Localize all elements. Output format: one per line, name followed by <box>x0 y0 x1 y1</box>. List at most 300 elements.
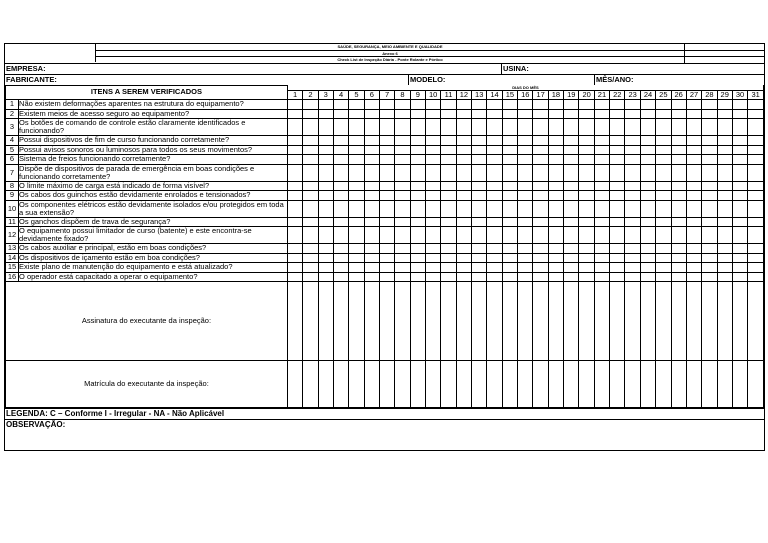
day-check-cell[interactable] <box>594 145 609 155</box>
day-check-cell[interactable] <box>671 100 686 110</box>
day-check-cell[interactable] <box>333 191 348 201</box>
day-check-cell[interactable] <box>686 272 701 282</box>
day-check-cell[interactable] <box>410 145 425 155</box>
day-check-cell[interactable] <box>456 244 471 254</box>
day-check-cell[interactable] <box>426 100 441 110</box>
day-check-cell[interactable] <box>518 263 533 273</box>
day-check-cell[interactable] <box>395 181 410 191</box>
day-check-cell[interactable] <box>594 100 609 110</box>
day-check-cell[interactable] <box>456 253 471 263</box>
day-check-cell[interactable] <box>732 145 747 155</box>
day-check-cell[interactable] <box>579 164 594 181</box>
day-check-cell[interactable] <box>548 263 563 273</box>
day-check-cell[interactable] <box>732 136 747 146</box>
day-check-cell[interactable] <box>333 136 348 146</box>
day-check-cell[interactable] <box>518 253 533 263</box>
day-check-cell[interactable] <box>610 227 625 244</box>
day-check-cell[interactable] <box>441 100 456 110</box>
signature-cell[interactable] <box>686 282 701 361</box>
day-check-cell[interactable] <box>732 200 747 217</box>
day-check-cell[interactable] <box>333 244 348 254</box>
matricula-cell[interactable] <box>548 361 563 408</box>
day-check-cell[interactable] <box>564 253 579 263</box>
matricula-cell[interactable] <box>472 361 487 408</box>
day-check-cell[interactable] <box>564 244 579 254</box>
day-check-cell[interactable] <box>671 155 686 165</box>
matricula-cell[interactable] <box>303 361 318 408</box>
signature-cell[interactable] <box>533 282 548 361</box>
day-check-cell[interactable] <box>410 191 425 201</box>
matricula-cell[interactable] <box>410 361 425 408</box>
day-check-cell[interactable] <box>349 164 364 181</box>
day-check-cell[interactable] <box>671 253 686 263</box>
day-check-cell[interactable] <box>564 136 579 146</box>
day-check-cell[interactable] <box>564 181 579 191</box>
matricula-cell[interactable] <box>364 361 379 408</box>
observacao-field[interactable] <box>5 419 764 450</box>
day-check-cell[interactable] <box>349 263 364 273</box>
day-check-cell[interactable] <box>518 181 533 191</box>
day-check-cell[interactable] <box>625 164 640 181</box>
day-check-cell[interactable] <box>410 263 425 273</box>
day-check-cell[interactable] <box>686 263 701 273</box>
day-check-cell[interactable] <box>395 191 410 201</box>
day-check-cell[interactable] <box>594 272 609 282</box>
day-check-cell[interactable] <box>426 244 441 254</box>
day-check-cell[interactable] <box>594 109 609 119</box>
day-check-cell[interactable] <box>441 217 456 227</box>
day-check-cell[interactable] <box>702 200 717 217</box>
day-check-cell[interactable] <box>518 136 533 146</box>
signature-cell[interactable] <box>671 282 686 361</box>
day-check-cell[interactable] <box>625 191 640 201</box>
day-check-cell[interactable] <box>518 109 533 119</box>
day-check-cell[interactable] <box>671 217 686 227</box>
day-check-cell[interactable] <box>318 155 333 165</box>
matricula-cell[interactable] <box>732 361 747 408</box>
day-check-cell[interactable] <box>640 272 655 282</box>
day-check-cell[interactable] <box>333 263 348 273</box>
day-check-cell[interactable] <box>472 100 487 110</box>
matricula-cell[interactable] <box>656 361 671 408</box>
day-check-cell[interactable] <box>502 100 517 110</box>
day-check-cell[interactable] <box>717 227 732 244</box>
day-check-cell[interactable] <box>640 155 655 165</box>
day-check-cell[interactable] <box>487 244 502 254</box>
matricula-cell[interactable] <box>487 361 502 408</box>
day-check-cell[interactable] <box>426 155 441 165</box>
day-check-cell[interactable] <box>426 164 441 181</box>
day-check-cell[interactable] <box>456 155 471 165</box>
matricula-cell[interactable] <box>518 361 533 408</box>
day-check-cell[interactable] <box>702 100 717 110</box>
day-check-cell[interactable] <box>610 191 625 201</box>
day-check-cell[interactable] <box>395 272 410 282</box>
day-check-cell[interactable] <box>287 164 302 181</box>
day-check-cell[interactable] <box>426 136 441 146</box>
day-check-cell[interactable] <box>656 253 671 263</box>
day-check-cell[interactable] <box>702 191 717 201</box>
day-check-cell[interactable] <box>640 227 655 244</box>
day-check-cell[interactable] <box>379 227 394 244</box>
day-check-cell[interactable] <box>579 100 594 110</box>
day-check-cell[interactable] <box>548 200 563 217</box>
day-check-cell[interactable] <box>748 263 764 273</box>
day-check-cell[interactable] <box>732 100 747 110</box>
day-check-cell[interactable] <box>748 181 764 191</box>
day-check-cell[interactable] <box>671 191 686 201</box>
day-check-cell[interactable] <box>456 191 471 201</box>
matricula-cell[interactable] <box>318 361 333 408</box>
day-check-cell[interactable] <box>686 109 701 119</box>
day-check-cell[interactable] <box>410 272 425 282</box>
day-check-cell[interactable] <box>318 253 333 263</box>
day-check-cell[interactable] <box>625 181 640 191</box>
day-check-cell[interactable] <box>303 244 318 254</box>
day-check-cell[interactable] <box>717 164 732 181</box>
day-check-cell[interactable] <box>594 263 609 273</box>
day-check-cell[interactable] <box>502 136 517 146</box>
day-check-cell[interactable] <box>502 200 517 217</box>
day-check-cell[interactable] <box>426 253 441 263</box>
day-check-cell[interactable] <box>333 155 348 165</box>
day-check-cell[interactable] <box>610 100 625 110</box>
day-check-cell[interactable] <box>717 181 732 191</box>
day-check-cell[interactable] <box>426 119 441 136</box>
day-check-cell[interactable] <box>441 191 456 201</box>
day-check-cell[interactable] <box>472 181 487 191</box>
day-check-cell[interactable] <box>717 109 732 119</box>
day-check-cell[interactable] <box>717 136 732 146</box>
day-check-cell[interactable] <box>640 263 655 273</box>
day-check-cell[interactable] <box>686 145 701 155</box>
day-check-cell[interactable] <box>748 253 764 263</box>
day-check-cell[interactable] <box>533 191 548 201</box>
day-check-cell[interactable] <box>472 227 487 244</box>
day-check-cell[interactable] <box>395 244 410 254</box>
day-check-cell[interactable] <box>487 119 502 136</box>
matricula-cell[interactable] <box>717 361 732 408</box>
signature-cell[interactable] <box>333 282 348 361</box>
day-check-cell[interactable] <box>610 272 625 282</box>
day-check-cell[interactable] <box>533 253 548 263</box>
day-check-cell[interactable] <box>456 200 471 217</box>
day-check-cell[interactable] <box>318 181 333 191</box>
day-check-cell[interactable] <box>702 263 717 273</box>
day-check-cell[interactable] <box>610 155 625 165</box>
day-check-cell[interactable] <box>594 200 609 217</box>
day-check-cell[interactable] <box>303 164 318 181</box>
day-check-cell[interactable] <box>702 164 717 181</box>
day-check-cell[interactable] <box>748 155 764 165</box>
day-check-cell[interactable] <box>349 191 364 201</box>
day-check-cell[interactable] <box>610 200 625 217</box>
day-check-cell[interactable] <box>287 145 302 155</box>
day-check-cell[interactable] <box>441 119 456 136</box>
day-check-cell[interactable] <box>395 136 410 146</box>
day-check-cell[interactable] <box>333 119 348 136</box>
day-check-cell[interactable] <box>656 227 671 244</box>
matricula-cell[interactable] <box>287 361 302 408</box>
day-check-cell[interactable] <box>472 253 487 263</box>
day-check-cell[interactable] <box>487 109 502 119</box>
day-check-cell[interactable] <box>748 164 764 181</box>
day-check-cell[interactable] <box>732 119 747 136</box>
matricula-cell[interactable] <box>610 361 625 408</box>
day-check-cell[interactable] <box>410 119 425 136</box>
day-check-cell[interactable] <box>456 145 471 155</box>
day-check-cell[interactable] <box>364 217 379 227</box>
day-check-cell[interactable] <box>548 217 563 227</box>
day-check-cell[interactable] <box>287 227 302 244</box>
day-check-cell[interactable] <box>410 164 425 181</box>
day-check-cell[interactable] <box>610 244 625 254</box>
day-check-cell[interactable] <box>472 200 487 217</box>
day-check-cell[interactable] <box>671 164 686 181</box>
day-check-cell[interactable] <box>287 155 302 165</box>
day-check-cell[interactable] <box>349 155 364 165</box>
day-check-cell[interactable] <box>702 272 717 282</box>
day-check-cell[interactable] <box>702 119 717 136</box>
day-check-cell[interactable] <box>594 155 609 165</box>
day-check-cell[interactable] <box>548 191 563 201</box>
day-check-cell[interactable] <box>349 119 364 136</box>
day-check-cell[interactable] <box>441 181 456 191</box>
day-check-cell[interactable] <box>441 200 456 217</box>
day-check-cell[interactable] <box>625 227 640 244</box>
day-check-cell[interactable] <box>441 263 456 273</box>
matricula-cell[interactable] <box>426 361 441 408</box>
day-check-cell[interactable] <box>395 253 410 263</box>
day-check-cell[interactable] <box>502 164 517 181</box>
day-check-cell[interactable] <box>472 191 487 201</box>
matricula-cell[interactable] <box>379 361 394 408</box>
day-check-cell[interactable] <box>364 244 379 254</box>
day-check-cell[interactable] <box>502 119 517 136</box>
day-check-cell[interactable] <box>748 100 764 110</box>
day-check-cell[interactable] <box>671 244 686 254</box>
day-check-cell[interactable] <box>333 272 348 282</box>
day-check-cell[interactable] <box>656 164 671 181</box>
day-check-cell[interactable] <box>426 145 441 155</box>
day-check-cell[interactable] <box>610 253 625 263</box>
day-check-cell[interactable] <box>487 145 502 155</box>
day-check-cell[interactable] <box>456 227 471 244</box>
day-check-cell[interactable] <box>656 263 671 273</box>
day-check-cell[interactable] <box>564 200 579 217</box>
signature-cell[interactable] <box>732 282 747 361</box>
day-check-cell[interactable] <box>487 200 502 217</box>
day-check-cell[interactable] <box>333 253 348 263</box>
day-check-cell[interactable] <box>594 164 609 181</box>
day-check-cell[interactable] <box>625 109 640 119</box>
day-check-cell[interactable] <box>287 244 302 254</box>
day-check-cell[interactable] <box>625 217 640 227</box>
day-check-cell[interactable] <box>364 145 379 155</box>
day-check-cell[interactable] <box>349 109 364 119</box>
day-check-cell[interactable] <box>318 227 333 244</box>
signature-cell[interactable] <box>426 282 441 361</box>
day-check-cell[interactable] <box>333 217 348 227</box>
day-check-cell[interactable] <box>349 272 364 282</box>
day-check-cell[interactable] <box>441 253 456 263</box>
day-check-cell[interactable] <box>303 155 318 165</box>
day-check-cell[interactable] <box>564 109 579 119</box>
day-check-cell[interactable] <box>318 217 333 227</box>
day-check-cell[interactable] <box>303 227 318 244</box>
day-check-cell[interactable] <box>502 145 517 155</box>
day-check-cell[interactable] <box>579 191 594 201</box>
day-check-cell[interactable] <box>410 100 425 110</box>
day-check-cell[interactable] <box>502 272 517 282</box>
day-check-cell[interactable] <box>287 136 302 146</box>
day-check-cell[interactable] <box>533 100 548 110</box>
day-check-cell[interactable] <box>441 244 456 254</box>
day-check-cell[interactable] <box>579 109 594 119</box>
day-check-cell[interactable] <box>333 181 348 191</box>
day-check-cell[interactable] <box>487 164 502 181</box>
day-check-cell[interactable] <box>303 100 318 110</box>
day-check-cell[interactable] <box>702 145 717 155</box>
day-check-cell[interactable] <box>702 253 717 263</box>
signature-cell[interactable] <box>349 282 364 361</box>
day-check-cell[interactable] <box>487 217 502 227</box>
day-check-cell[interactable] <box>564 272 579 282</box>
day-check-cell[interactable] <box>364 253 379 263</box>
day-check-cell[interactable] <box>533 109 548 119</box>
day-check-cell[interactable] <box>732 155 747 165</box>
day-check-cell[interactable] <box>303 263 318 273</box>
day-check-cell[interactable] <box>364 136 379 146</box>
day-check-cell[interactable] <box>610 164 625 181</box>
day-check-cell[interactable] <box>379 136 394 146</box>
day-check-cell[interactable] <box>533 272 548 282</box>
day-check-cell[interactable] <box>533 119 548 136</box>
day-check-cell[interactable] <box>625 100 640 110</box>
day-check-cell[interactable] <box>303 253 318 263</box>
day-check-cell[interactable] <box>379 244 394 254</box>
day-check-cell[interactable] <box>472 217 487 227</box>
day-check-cell[interactable] <box>333 164 348 181</box>
day-check-cell[interactable] <box>625 272 640 282</box>
day-check-cell[interactable] <box>625 145 640 155</box>
day-check-cell[interactable] <box>303 217 318 227</box>
day-check-cell[interactable] <box>379 200 394 217</box>
day-check-cell[interactable] <box>656 191 671 201</box>
day-check-cell[interactable] <box>426 272 441 282</box>
day-check-cell[interactable] <box>349 181 364 191</box>
day-check-cell[interactable] <box>456 181 471 191</box>
day-check-cell[interactable] <box>671 181 686 191</box>
matricula-cell[interactable] <box>671 361 686 408</box>
day-check-cell[interactable] <box>487 136 502 146</box>
day-check-cell[interactable] <box>426 191 441 201</box>
day-check-cell[interactable] <box>594 136 609 146</box>
signature-cell[interactable] <box>395 282 410 361</box>
day-check-cell[interactable] <box>379 191 394 201</box>
day-check-cell[interactable] <box>395 217 410 227</box>
day-check-cell[interactable] <box>333 227 348 244</box>
day-check-cell[interactable] <box>333 145 348 155</box>
day-check-cell[interactable] <box>287 119 302 136</box>
day-check-cell[interactable] <box>318 136 333 146</box>
day-check-cell[interactable] <box>640 145 655 155</box>
day-check-cell[interactable] <box>717 191 732 201</box>
day-check-cell[interactable] <box>502 109 517 119</box>
signature-cell[interactable] <box>456 282 471 361</box>
day-check-cell[interactable] <box>548 244 563 254</box>
day-check-cell[interactable] <box>640 136 655 146</box>
signature-cell[interactable] <box>717 282 732 361</box>
day-check-cell[interactable] <box>456 263 471 273</box>
day-check-cell[interactable] <box>318 244 333 254</box>
day-check-cell[interactable] <box>472 272 487 282</box>
day-check-cell[interactable] <box>748 109 764 119</box>
day-check-cell[interactable] <box>748 227 764 244</box>
day-check-cell[interactable] <box>472 263 487 273</box>
day-check-cell[interactable] <box>487 181 502 191</box>
day-check-cell[interactable] <box>349 100 364 110</box>
day-check-cell[interactable] <box>548 109 563 119</box>
day-check-cell[interactable] <box>364 155 379 165</box>
day-check-cell[interactable] <box>441 145 456 155</box>
day-check-cell[interactable] <box>395 263 410 273</box>
day-check-cell[interactable] <box>456 100 471 110</box>
day-check-cell[interactable] <box>518 155 533 165</box>
day-check-cell[interactable] <box>441 136 456 146</box>
day-check-cell[interactable] <box>456 272 471 282</box>
day-check-cell[interactable] <box>287 272 302 282</box>
day-check-cell[interactable] <box>548 136 563 146</box>
day-check-cell[interactable] <box>732 191 747 201</box>
day-check-cell[interactable] <box>426 263 441 273</box>
day-check-cell[interactable] <box>533 136 548 146</box>
day-check-cell[interactable] <box>686 227 701 244</box>
day-check-cell[interactable] <box>303 145 318 155</box>
day-check-cell[interactable] <box>472 164 487 181</box>
day-check-cell[interactable] <box>640 100 655 110</box>
signature-cell[interactable] <box>564 282 579 361</box>
day-check-cell[interactable] <box>748 272 764 282</box>
day-check-cell[interactable] <box>717 272 732 282</box>
day-check-cell[interactable] <box>625 253 640 263</box>
day-check-cell[interactable] <box>640 217 655 227</box>
day-check-cell[interactable] <box>548 181 563 191</box>
matricula-cell[interactable] <box>533 361 548 408</box>
day-check-cell[interactable] <box>625 119 640 136</box>
signature-cell[interactable] <box>610 282 625 361</box>
day-check-cell[interactable] <box>610 136 625 146</box>
day-check-cell[interactable] <box>579 136 594 146</box>
day-check-cell[interactable] <box>487 263 502 273</box>
day-check-cell[interactable] <box>671 109 686 119</box>
day-check-cell[interactable] <box>548 119 563 136</box>
day-check-cell[interactable] <box>594 217 609 227</box>
day-check-cell[interactable] <box>364 227 379 244</box>
day-check-cell[interactable] <box>487 155 502 165</box>
day-check-cell[interactable] <box>640 244 655 254</box>
day-check-cell[interactable] <box>379 217 394 227</box>
day-check-cell[interactable] <box>441 272 456 282</box>
day-check-cell[interactable] <box>364 164 379 181</box>
day-check-cell[interactable] <box>686 181 701 191</box>
day-check-cell[interactable] <box>656 155 671 165</box>
day-check-cell[interactable] <box>702 181 717 191</box>
day-check-cell[interactable] <box>287 200 302 217</box>
day-check-cell[interactable] <box>671 272 686 282</box>
day-check-cell[interactable] <box>287 217 302 227</box>
day-check-cell[interactable] <box>333 109 348 119</box>
